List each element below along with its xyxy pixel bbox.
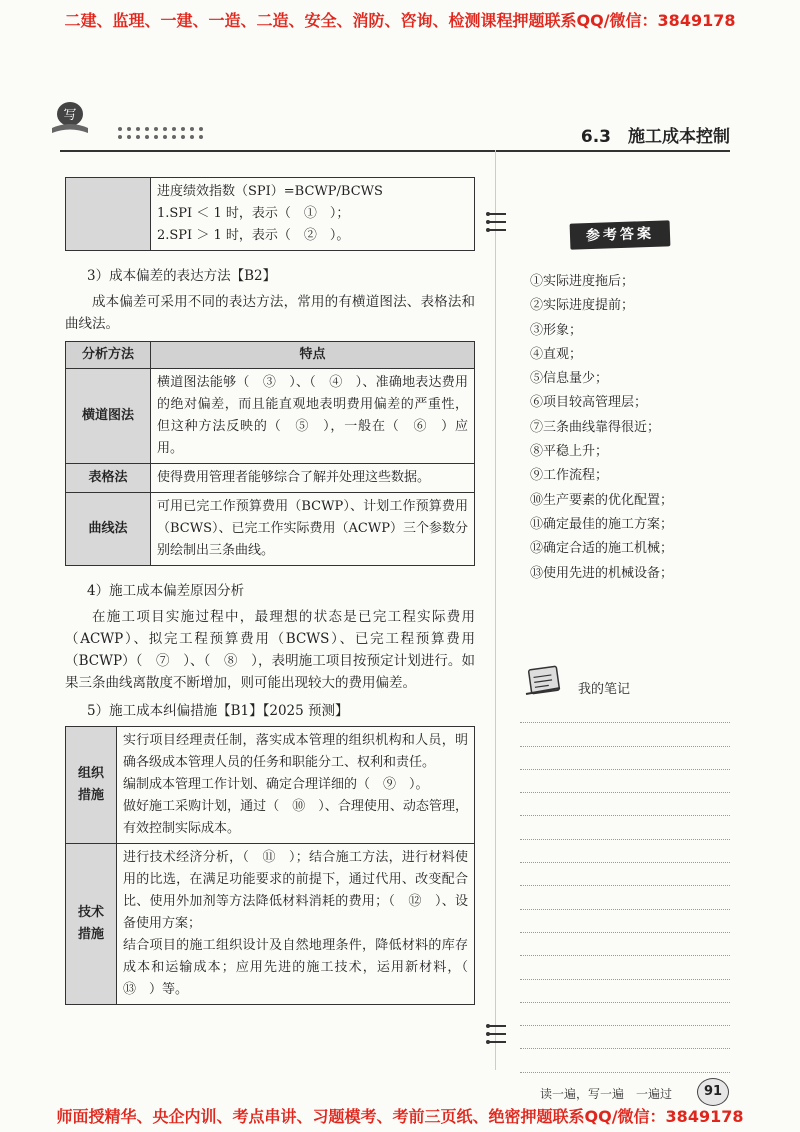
- method-feature: 使得费用管理者能够综合了解并处理这些数据。: [151, 464, 475, 493]
- spi-table-content: [151, 178, 475, 251]
- bottom-banner: 师面授精华、央企内训、考点串讲、习题模考、考前三页纸、绝密押题联系QQ/微信：3849178: [56, 1107, 744, 1126]
- col-header-feature: 特点: [151, 342, 475, 369]
- footer-slogan: 读一遍，写一遍 一遍过: [540, 1087, 673, 1101]
- header-divider: [60, 150, 730, 152]
- col-header-method: 分析方法: [66, 342, 151, 369]
- notes-lines: [520, 700, 730, 1073]
- label-line: 组织: [77, 766, 104, 781]
- list-item: ⑪确定最佳的施工方案；: [530, 516, 674, 532]
- measure-content-org: [117, 727, 475, 844]
- table-row: [66, 844, 475, 1005]
- correction-measures-table: [65, 726, 482, 1005]
- list-item: ⑤信息量少；: [530, 371, 609, 387]
- method-feature: 可用已完工作预算费用（BCWP）、计划工作预算费用（BCWS）、已完工作实际费用（ACWP）三个参数分别绘制出三条曲线。: [151, 493, 475, 566]
- list-item: ⑩生产要素的优化配置；: [530, 492, 674, 508]
- tech-paragraph: 结合项目的施工组织设计及自然地理条件，降低材料的库存成本和运输成本；应用先进的施工技术，运用新材料，（ ⑬ ）等。: [123, 938, 482, 997]
- list-item: ③形象；: [530, 322, 583, 338]
- svg-text:写: 写: [63, 108, 77, 123]
- label-line: 措施: [77, 788, 104, 803]
- list-item: ④直观；: [530, 346, 583, 362]
- answer-list: [530, 270, 730, 586]
- list-item: ⑨工作流程；: [530, 468, 609, 484]
- deviation-method-table: [65, 341, 475, 566]
- list-item: ⑦三条曲线靠得很近；: [530, 419, 661, 435]
- sec5-title: 5）施工成本纠偏措施【B1】【2025 预测】: [87, 703, 349, 719]
- sec4-title: 4）施工成本偏差原因分析: [87, 583, 245, 599]
- table-row: [66, 464, 475, 493]
- sec4-text: 在施工项目实施过程中，最理想的状态是已完工程实际费用（ACWP）、拟完工程预算费用（BCWS）、已完工程预算费用（BCWP）（ ⑦ ）、（ ⑧ ），表明施工项目按预定计划进行。如果三条曲线离散度不断增加，则可能出现较大的费用偏差。: [65, 609, 475, 691]
- binding-spiral-icon: [484, 1020, 510, 1048]
- label-line: 措施: [77, 927, 104, 942]
- list-item: ①实际进度拖后；: [530, 274, 635, 289]
- column-divider: [495, 150, 496, 1070]
- spi-table: [65, 177, 475, 251]
- list-item: ⑬使用先进的机械设备；: [530, 565, 674, 581]
- list-item: ⑧平稳上升；: [530, 444, 609, 460]
- sec3-intro: 成本偏差可采用不同的表达方法，常用的有横道图法、表格法和曲线法。: [65, 294, 475, 332]
- measure-content-tech: [117, 844, 482, 1005]
- list-item: ⑫确定合适的施工机械；: [530, 541, 674, 557]
- method-name: 表格法: [66, 464, 151, 493]
- sec3-title: 3）成本偏差的表达方法【B2】: [87, 268, 277, 284]
- org-paragraph: 实行项目经理责任制，落实成本管理的组织机构和人员，明确各级成本管理人员的任务和职能分工、权利和责任。: [123, 733, 468, 770]
- notes-title: 我的笔记: [578, 682, 631, 697]
- main-column: [65, 177, 482, 1005]
- answer-badge: 参考答案: [570, 220, 671, 249]
- book-logo-icon: [50, 100, 90, 136]
- label-line: 技术: [77, 905, 104, 920]
- header-dots-row2: [118, 135, 203, 139]
- table-row: [66, 727, 475, 844]
- measure-label-org: [66, 727, 117, 844]
- spi-formula: 进度绩效指数（SPI）=BCWP/BCWS: [157, 184, 383, 199]
- org-paragraph: 做好施工采购计划，通过（ ⑩ ）、合理使用、动态管理，有效控制实际成本。: [123, 799, 468, 836]
- method-name: 曲线法: [66, 493, 151, 566]
- notebook-icon: [524, 664, 564, 698]
- spi-table-label-cell: [66, 178, 151, 251]
- table-row: [66, 369, 475, 464]
- org-paragraph: 编制成本管理工作计划、确定合理详细的（ ⑨ ）。: [123, 777, 429, 792]
- binding-spiral-icon: [484, 208, 510, 236]
- page-number: 91: [697, 1078, 729, 1106]
- measure-label-tech: [66, 844, 117, 1005]
- list-item: ⑥项目较高管理层；: [530, 395, 648, 411]
- method-feature: 横道图法能够（ ③ ）、（ ④ ）、准确地表达费用的绝对偏差，而且能直观地表明费用偏差的严重性，但这种方法反映的（ ⑤ ），一般在（ ⑥ ）应用。: [151, 369, 475, 464]
- spi-case-1: 1.SPI ＜ 1 时，表示（ ① ）；: [157, 206, 350, 221]
- section-title: 6.3 施工成本控制: [580, 127, 730, 147]
- method-name: 横道图法: [66, 369, 151, 464]
- top-banner: 二建、监理、一建、一造、二造、安全、消防、咨询、检测课程押题联系QQ/微信：3849178: [64, 11, 736, 30]
- tech-paragraph: 进行技术经济分析，（ ⑪ ）；结合施工方法，进行材料使用的比选，在满足功能要求的前提下，通过代用、改变配合比、使用外加剂等方法降低材料消耗的费用；（ ⑫ ）、设备使用方案；: [123, 850, 468, 931]
- table-row: [66, 493, 475, 566]
- spi-case-2: 2.SPI ＞ 1 时，表示（ ② ）。: [157, 228, 350, 243]
- header-dots: [118, 127, 203, 131]
- list-item: ②实际进度提前；: [530, 298, 635, 314]
